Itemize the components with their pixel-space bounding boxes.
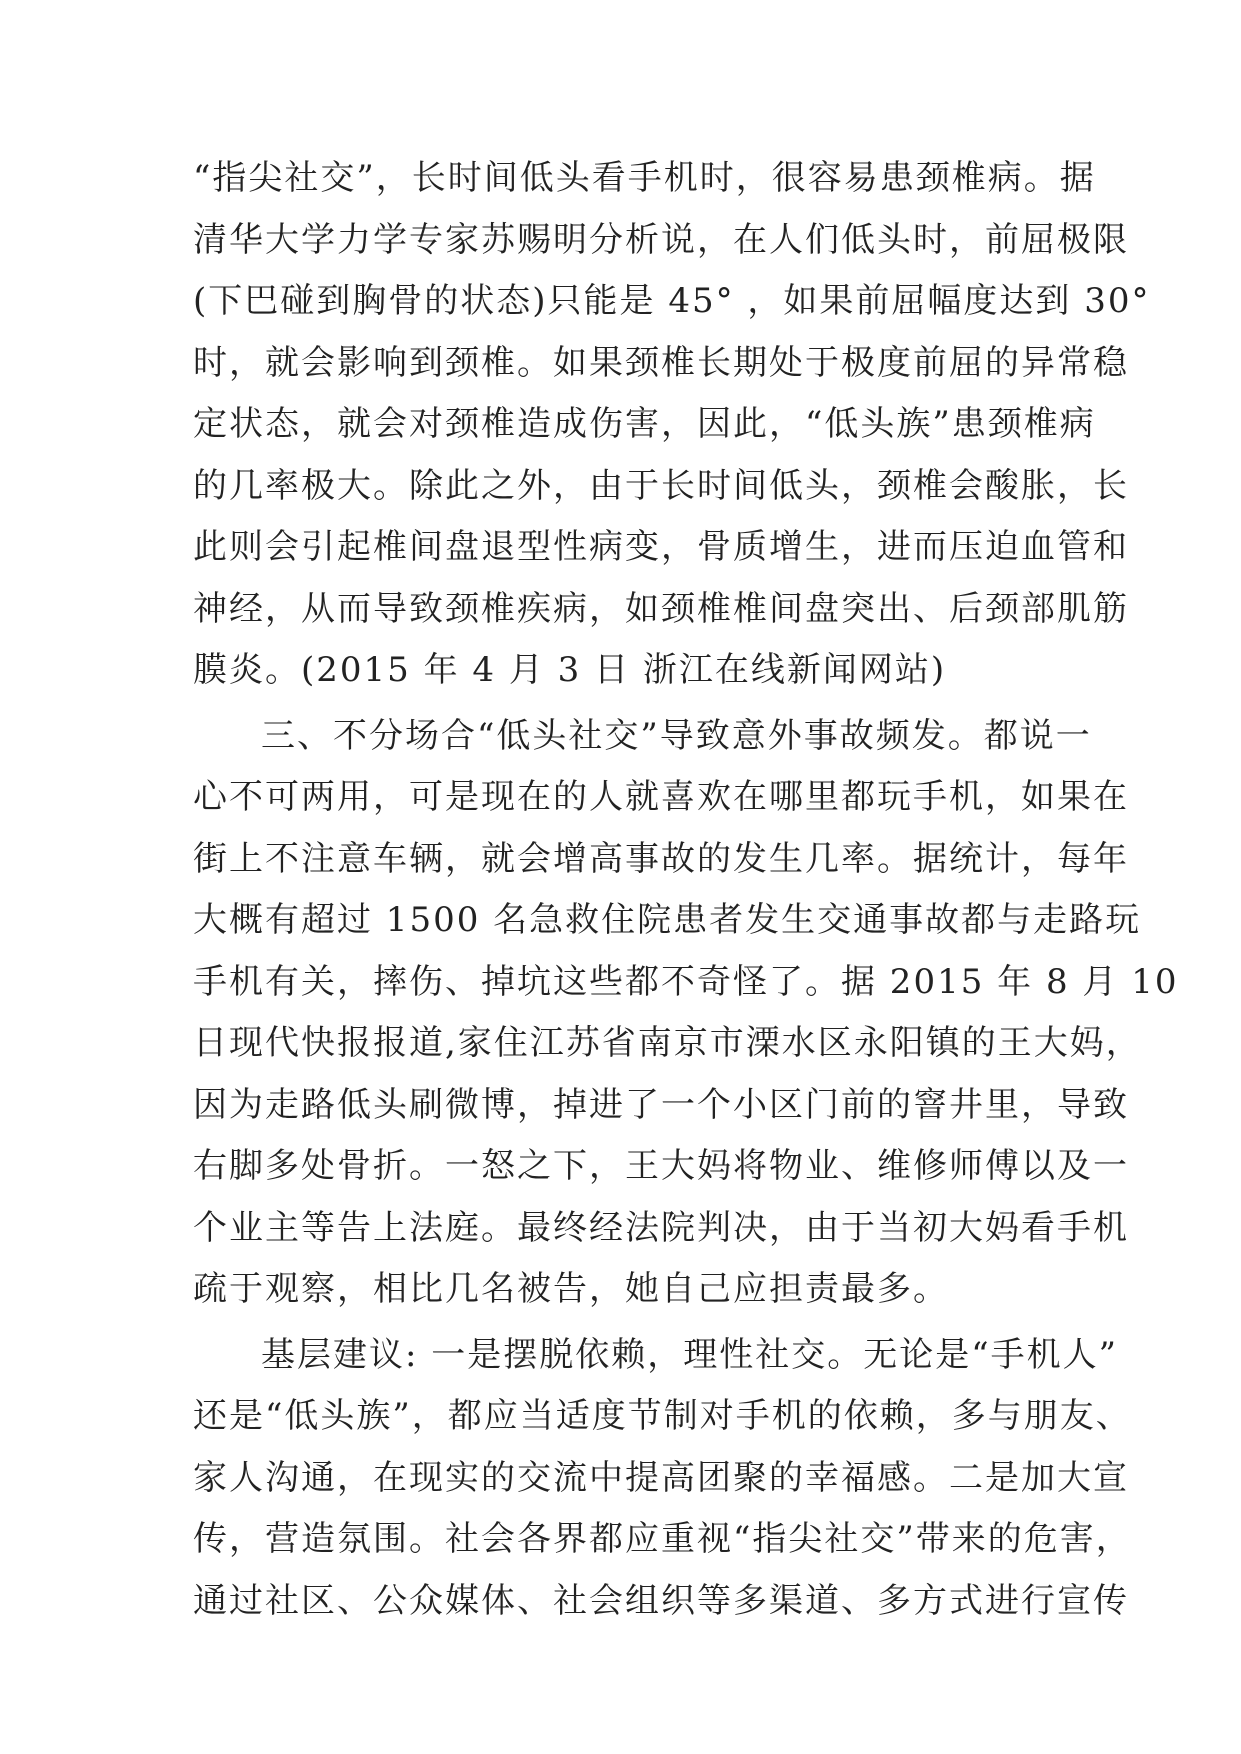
text-line: 日现代快报报道,家住江苏省南京市溧水区永阳镇的王大妈， (193, 1023, 1142, 1063)
text-line: 时，就会影响到颈椎。如果颈椎长期处于极度前屈的异常稳 (193, 342, 1129, 383)
paragraph-first-line: 基层建议: 一是摆脱依赖，理性社交。无论是“手机人” (261, 1334, 1119, 1375)
paragraph-first-line: 三、不分场合“低头社交”导致意外事故频发。都说一 (261, 715, 1092, 756)
text-line: 通过社区、公众媒体、社会组织等多渠道、多方式进行宣传 (193, 1580, 1129, 1621)
text-line: 此则会引起椎间盘退型性病变，骨质增生，进而压迫血管和 (193, 527, 1129, 567)
body-text (193, 148, 1179, 1632)
text-line: 右脚多处骨折。一怒之下，王大妈将物业、维修师傅以及一 (193, 1146, 1129, 1186)
text-line: 心不可两用，可是现在的人就喜欢在哪里都玩手机，如果在 (193, 777, 1129, 817)
text-line: 的几率极大。除此之外，由于长时间低头，颈椎会酸胀，长 (193, 465, 1129, 506)
text-line: 神经，从而导致颈椎疾病，如颈椎椎间盘突出、后颈部肌筋 (193, 588, 1129, 629)
text-line: 家人沟通，在现实的交流中提高团聚的幸福感。二是加大宣 (193, 1457, 1129, 1498)
text-line: 还是“低头族”，都应当适度节制对手机的依赖，多与朋友、 (193, 1396, 1132, 1436)
text-line: (下巴碰到胸骨的状态)只能是 45° ，如果前屈幅度达到 30° (193, 281, 1151, 321)
text-line: 清华大学力学专家苏赐明分析说，在人们低头时，前屈极限 (193, 219, 1129, 260)
text-line: 街上不注意车辆，就会增高事故的发生几率。据统计，每年 (193, 838, 1129, 879)
text-line: 大概有超过 1500 名急救住院患者发生交通事故都与走路玩 (193, 900, 1142, 940)
text-line: 因为走路低头刷微博，掉进了一个小区门前的窨井里，导致 (193, 1084, 1129, 1125)
text-line: “指尖社交”，长时间低头看手机时，很容易患颈椎病。据 (193, 158, 1096, 198)
text-line: 手机有关，摔伤、掉坑这些都不奇怪了。据 2015 年 8 月 10 (193, 961, 1179, 1002)
text-line: 传，营造氛围。社会各界都应重视“指尖社交”带来的危害， (193, 1519, 1132, 1559)
text-line: 个业主等告上法庭。最终经法院判决，由于当初大妈看手机 (193, 1207, 1129, 1248)
text-line: 定状态，就会对颈椎造成伤害，因此，“低头族”患颈椎病 (193, 404, 1096, 444)
text-line: 膜炎。(2015 年 4 月 3 日 浙江在线新闻网站) (193, 650, 947, 690)
text-line: 疏于观察，相比几名被告，她自己应担责最多。 (193, 1269, 949, 1309)
